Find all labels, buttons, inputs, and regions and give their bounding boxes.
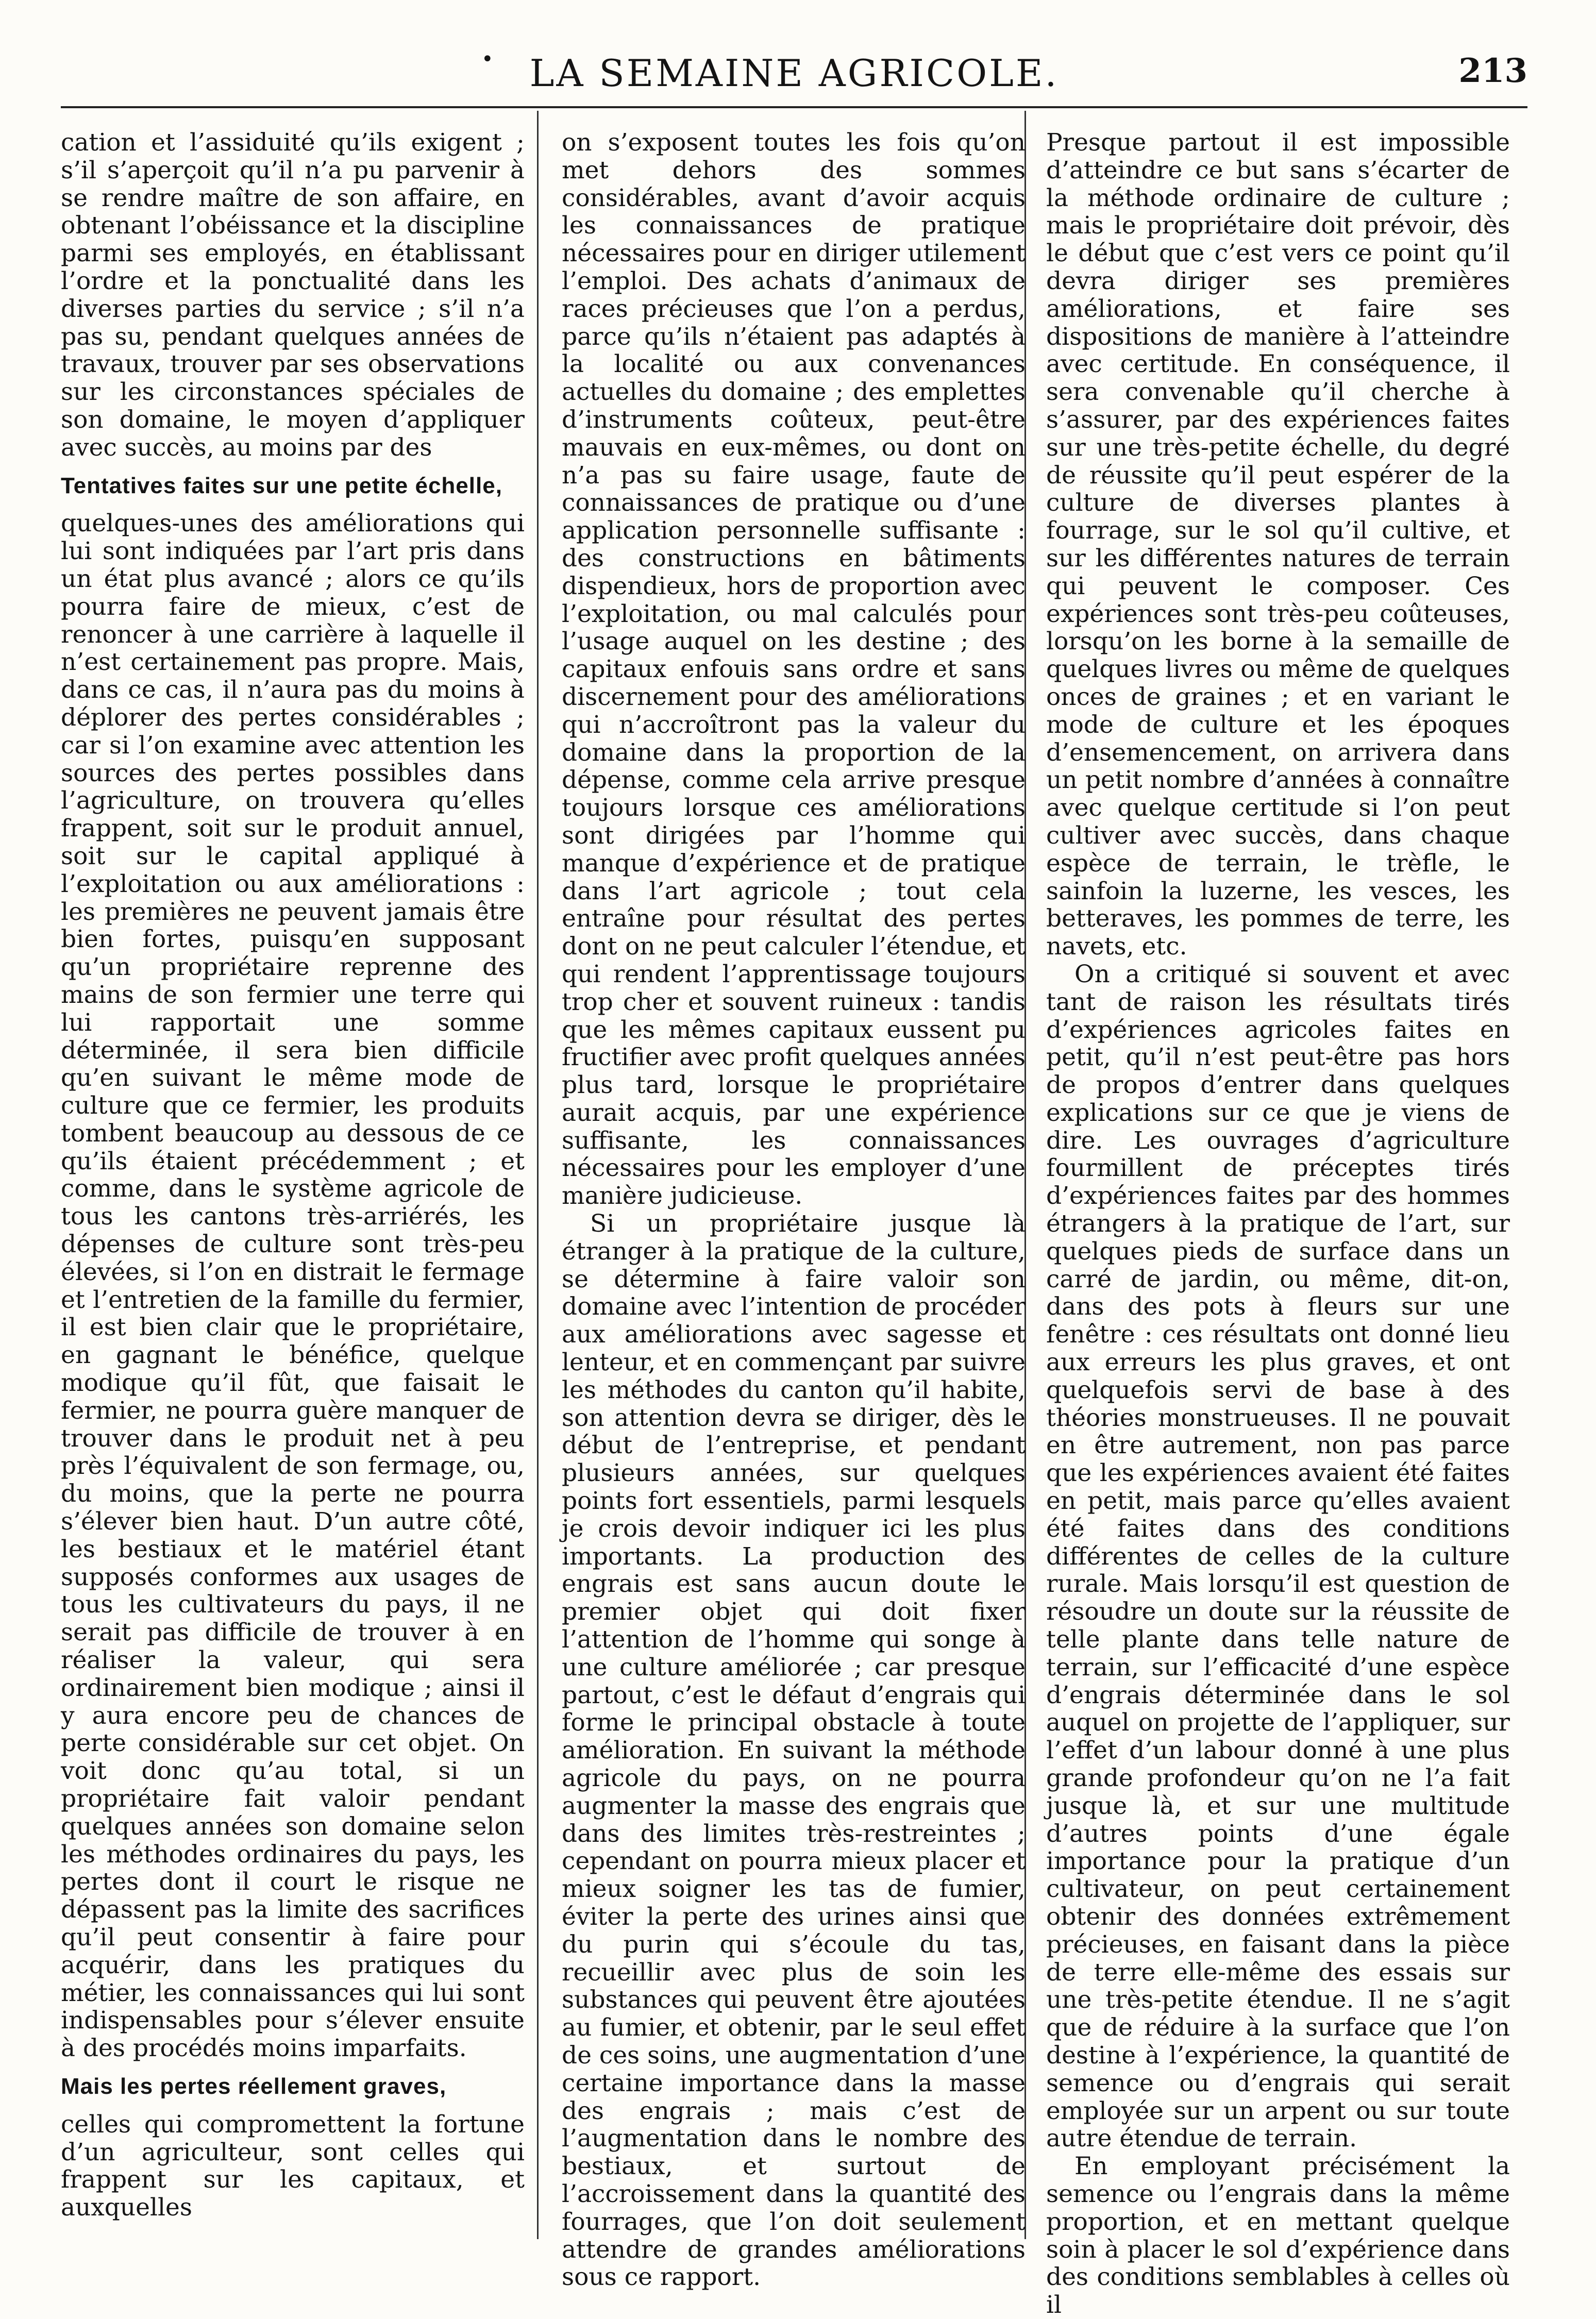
paragraph: on s’exposent toutes les fois qu’on met dehors des sommes considérables, avant d’avoir acquis les connaissances de pratique nécessaires pour en diriger utilement l’emploi. Des achats d’animaux de races précieuses que l’on a perdus, parce qu’ils n’étaient pas adaptés à la localité ou aux convenances actuelles du domaine ; des emplettes d’instruments coûteux, peut-être mauvais en eux-mêmes, ou dont on n’a pas su faire usage, faute de connaissances de pratique ou d’une application personnelle suffisante : des constructions en bâtiments dispendieux, hors de proportion avec l’exploitation, ou mal calculés pour l’usage auquel on les destine ; des capitaux enfouis sans ordre et sans discernement pour des améliorations qui n’accroîtront pas la valeur du domaine dans la proportion de la dépense, comme cela arrive presque toujours lorsque ces améliorations sont dirigées par l’homme qui manque d’expérience et de pratique dans l’art agricole ; tout cela entraîne pour résultat des pertes dont on ne peut calculer l’étendue, et qui rendent l’apprentissage toujours trop cher et souvent ruineux : tandis que les mêmes capitaux eussent pu fructifier avec profit quelques années plus tard, lorsque le propriétaire aurait acquis, par une expérience suffisante, les connaissances nécessaires pour les employer d’une manière judicieuse. [562,128,1026,1211]
text-column-1 [61,128,525,2222]
paragraph: Presque partout il est impossible d’atteindre ce but sans s’écarter de la méthode ordinaire de culture ; mais le propriétaire doit prévoir, dès le début que c’est vers ce point qu’il devra diriger ses premières améliorations, et faire ses dispositions de manière à l’atteindre avec certitude. En conséquence, il sera convenable qu’il cherche à s’assurer, par des expériences faites sur une très-petite échelle, du degré de réussite qu’il peut espérer de la culture de diverses plantes à fourrage, sur le sol qu’il cultive, et sur les différentes natures de terrain qui peuvent le composer. Ces expériences sont très-peu coûteuses, lorsqu’on les borne à la semaille de quelques livres ou même de quelques onces de graines ; et en variant le mode de culture et les époques d’ensemencement, on arrivera dans un petit nombre d’années à connaître avec quelque certitude si l’on peut cultiver avec succès, dans chaque espèce de terrain, le trèfle, le sainfoin la luzerne, les vesces, les betteraves, les pommes de terre, les navets, etc. [1046,128,1510,961]
page-number: 213 [1458,52,1527,90]
paragraph: En employant précisément la semence ou l’engrais dans la même proportion, et en mettant quelque soin à placer le sol d’expérience dans des conditions semblables à celles où il [1046,2152,1510,2319]
header-rule [61,106,1527,108]
column-rule-left [537,111,539,2239]
running-title: LA SEMAINE AGRICOLE. [529,52,1059,95]
paragraph: celles qui compromettent la fortune d’un agriculteur, sont celles qui frappent sur les capitaux, et auxquelles [61,2110,525,2222]
paragraph: On a critiqué si souvent et avec tant de raison les résultats tirés d’expériences agricoles faites en petit, qu’il n’est peut-être pas hors de propos d’entrer dans quelques explications sur ce que je viens de dire. Les ouvrages d’agriculture fourmillent de préceptes tirés d’expériences faites par des hommes étrangers à la pratique de l’art, sur quelques pieds de surface dans un carré de jardin, ou même, dit-on, dans des pots à fleurs sur une fenêtre : ces résultats ont donné lieu aux erreurs les plus graves, et ont quelquefois servi de base à des théories monstrueuses. Il ne pouvait en être autrement, non pas parce que les expériences avaient été faites en petit, mais parce qu’elles avaient été faites dans des conditions différentes de celles de la culture rurale. Mais lorsqu’il est question de résoudre un doute sur la réussite de telle plante dans telle nature de terrain, sur l’efficacité d’une espèce d’engrais déterminée dans le sol auquel on projette de l’appliquer, sur l’effet d’un labour donné à une plus grande profondeur qu’on ne l’a fait jusque là, et sur une multitude d’autres points d’une égale importance pour la pratique d’un cultivateur, on peut certainement obtenir des données extrêmement précieuses, en faisant dans la pièce de terre elle-même des essais sur une très-petite étendue. Il ne s’agit que de réduire à la surface que l’on destine à l’expérience, la quantité de semence ou d’engrais qui serait employée sur un arpent ou sur toute autre étendue de terrain. [1046,960,1510,2153]
section-subhead: Mais les pertes réellement graves, [61,2073,447,2099]
text-column-3 [1046,128,1510,2319]
page-header [61,47,1527,104]
section-subhead: Tentatives faites sur une petite échelle, [61,473,502,498]
text-column-2 [562,128,1026,2292]
paragraph: quelques-unes des améliorations qui lui sont indiquées par l’art pris dans un état plus avancé ; alors ce qu’ils pourra faire de mieux, c’est de renoncer à une carrière à laquelle il n’est certainement pas propre. Mais, dans ce cas, il n’aura pas du moins à déplorer des pertes considérables ; car si l’on examine avec attention les sources des pertes possibles dans l’agriculture, on trouvera qu’elles frappent, soit sur le produit annuel, soit sur le capital appliqué à l’exploitation ou aux améliorations : les premières ne peuvent jamais être bien fortes, puisqu’en supposant qu’un propriétaire reprenne des mains de son fermier une terre qui lui rapportait une somme déterminée, il sera bien difficile qu’en suivant le même mode de culture que ce fermier, les produits tombent beaucoup au dessous de ce qu’ils étaient précédemment ; et comme, dans le système agricole de tous les cantons très-arriérés, les dépenses de culture sont très-peu élevées, si l’on en distrait le fermage et l’entretien de la famille du fermier, il est bien clair que le propriétaire, en gagnant le bénéfice, quelque modique qu’il fût, que faisait le fermier, ne pourra guère manquer de trouver dans le produit net à peu près l’équivalent de son fermage, ou, du moins, que la perte ne pourra s’élever bien haut. D’un autre côté, les bestiaux et le matériel étant supposés conformes aux usages de tous les cultivateurs du pays, il ne serait pas difficile de trouver à en réaliser la valeur, qui sera ordinairement bien modique ; ainsi il y aura encore peu de chances de perte considérable sur cet objet. On voit donc qu’au total, si un propriétaire fait valoir pendant quelques années son domaine selon les méthodes ordinaires du pays, les pertes dont il court le risque ne dépassent pas la limite des sacrifices qu’il peut consentir à faire pour acquérir, dans les pratiques du métier, les connaissances qui lui sont indispensables pour s’élever ensuite à des procédés moins imparfaits. [61,509,525,2063]
paragraph: Si un propriétaire jusque là étranger à la pratique de la culture, se détermine à faire valoir son domaine avec l’intention de procéder aux améliorations avec sagesse et lenteur, et en commençant par suivre les méthodes du canton qu’il habite, son attention devra se diriger, dès le début de l’entreprise, et pendant plusieurs années, sur quelques points fort essentiels, parmi lesquels je crois devoir indiquer ici les plus importants. La production des engrais est sans aucun doute le premier objet qui doit fixer l’attention de l’homme qui songe à une culture améliorée ; car presque partout, c’est le défaut d’engrais qui forme le principal obstacle à toute amélioration. En suivant la méthode agricole du pays, on ne pourra augmenter la masse des engrais que dans des limites très-restreintes ; cependant on pourra mieux placer et mieux soigner les tas de fumier, éviter la perte des urines ainsi que du purin qui s’écoule du tas, recueillir avec plus de soin les substances qui peuvent être ajoutées au fumier, et obtenir, par le seul effet de ces soins, une augmentation d’une certaine importance dans la masse des engrais ; mais c’est de l’augmentation dans le nombre des bestiaux, et surtout de l’accroissement dans la quantité des fourrages, que l’on doit seulement attendre de grandes améliorations sous ce rapport. [562,1209,1026,2292]
paragraph: cation et l’assiduité qu’ils exigent ; s’il s’aperçoit qu’il n’a pu parvenir à se rendre maître de son affaire, en obtenant l’obéissance et la discipline parmi ses employés, en établissant l’ordre et la ponctualité dans les diverses parties du service ; s’il n’a pas su, pendant quelques années de travaux, trouver par ses observations sur les circonstances spéciales de son domaine, le moyen d’appliquer avec succès, au moins par des [61,128,525,462]
ink-speck: • [481,47,494,71]
